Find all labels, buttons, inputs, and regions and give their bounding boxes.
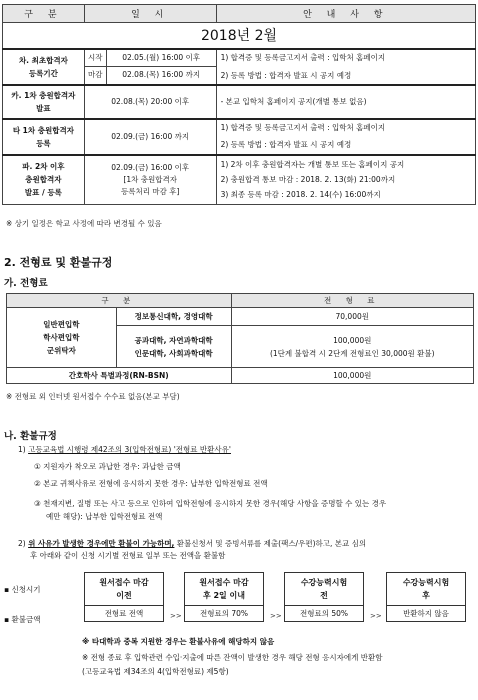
- schedule-header-category: 구 분: [3, 5, 85, 23]
- group-line: 군위탁자: [46, 346, 76, 355]
- info-line: 1) 2차 이후 충원합격자는 개별 통보 또는 홈페이지 공지: [220, 159, 405, 169]
- schedule-row-info: [216, 155, 475, 205]
- label-line: 카. 1차 충원합격자: [11, 90, 76, 100]
- step-amount: 전형료의 50%: [285, 605, 363, 621]
- fee-row-name: [116, 326, 231, 368]
- date-line: 02.09.(금) 16:00 이후: [111, 162, 190, 172]
- schedule-row-date: [84, 155, 216, 205]
- fee-note: ※ 전형료 외 인터넷 원서접수 수수료 없음(본교 부담): [6, 392, 180, 401]
- fee-row-amount: [231, 326, 474, 368]
- flow-label-amount: ▪ 환불금액: [4, 615, 41, 624]
- schedule-note: ※ 상기 일정은 학교 사정에 따라 변경될 수 있음: [6, 219, 162, 228]
- schedule-row-info: - 본교 입학처 홈페이지 공지(개별 통보 없음): [216, 85, 475, 119]
- label-line: 등록: [36, 138, 51, 148]
- fee-line: (1단계 불합격 시 2단계 전형료인 30,000원 환불): [269, 348, 435, 358]
- section-2-title: 2. 전형료 및 환불규정: [4, 256, 113, 269]
- step-line: 수강능력시험: [300, 578, 348, 587]
- step-line: 후 2일 이내: [202, 591, 246, 600]
- rule-text: 환불신청서 및 증빙서류를 제출(팩스/우편)하고, 본교 심의: [174, 539, 367, 548]
- label-line: 발표 / 등록: [24, 188, 62, 198]
- step-line: 후: [422, 591, 430, 600]
- final-note-1: ※ 타대학과 중복 지원한 경우는 환불사유에 해당하지 않음: [82, 637, 275, 646]
- schedule-header-datetime: 일 시: [84, 5, 216, 23]
- step-period: [285, 573, 363, 605]
- refund-step: [386, 572, 466, 622]
- info-line: 2) 등록 방법 : 합격자 발표 시 공지 예정: [220, 70, 352, 80]
- rule-text: 고등교육법 시행령 제42조의 3(입학전형료) '전형료 반환사유': [28, 445, 231, 454]
- refund-step: [284, 572, 364, 622]
- refund-item-3: ③ 천재지변, 질병 또는 사고 등으로 인하여 입학전형에 응시하지 못한 경우(해당 사항을 증명할 수 있는 경우: [34, 499, 387, 508]
- schedule-row-label: [3, 155, 85, 205]
- info-line: 1) 합격증 및 등록금고지서 출력 : 입학처 홈페이지: [220, 123, 386, 132]
- subsection-refund-title: 나. 환불규정: [4, 431, 57, 442]
- step-amount: 전형료의 70%: [185, 605, 263, 621]
- fee-line: 100,000원: [333, 335, 372, 345]
- label-line: 차. 최초합격자: [18, 55, 68, 65]
- info-line: 2) 충원합격 통보 마감 : 2018. 2. 13(화) 21:00까지: [220, 174, 396, 184]
- info-line: 1) 합격증 및 등록금고지서 출력 : 입학처 홈페이지: [220, 52, 386, 62]
- step-line: 전: [320, 591, 328, 600]
- name-line: 공과대학, 자연과학대학: [134, 335, 213, 345]
- fee-row-name: 정보통신대학, 경영대학: [116, 308, 231, 326]
- schedule-row-label: [3, 119, 85, 155]
- fee-header-fee: 전 형 료: [231, 294, 474, 308]
- refund-step: [184, 572, 264, 622]
- refund-item-3-cont: 예만 해당): 납부한 입학전형료 전액: [46, 512, 163, 521]
- year-heading: 2018년 2월: [3, 23, 476, 49]
- schedule-table: [2, 4, 476, 205]
- start-date: 02.05.(월) 16:00 이후: [106, 49, 216, 67]
- schedule-row-label: [3, 49, 85, 85]
- label-line: 충원합격자: [25, 175, 62, 185]
- label-line: 파. 2차 이후: [22, 162, 65, 172]
- date-line: 등록처리 마감 후]: [120, 186, 180, 196]
- start-tag: 시작: [84, 49, 106, 67]
- nursing-name: 간호학사 특별과정(RN-BSN): [7, 368, 232, 384]
- rule-emphasis: 위 사유가 발생한 경우에만 환불이 가능하며,: [28, 539, 175, 548]
- schedule-row-label: [3, 85, 85, 119]
- schedule-row-date: 02.09.(금) 16:00 까지: [84, 119, 216, 155]
- refund-rule-2-cont: 후 아래와 같이 신청 시기별 전형료 일부 또는 전액을 환불함: [30, 551, 226, 560]
- step-line: 이전: [116, 591, 132, 600]
- label-line: 발표: [36, 103, 51, 113]
- info-line: 2) 등록 방법 : 합격자 발표 시 공지 예정: [220, 140, 352, 149]
- rule-number: 1): [18, 445, 29, 454]
- schedule-row-info: [216, 49, 475, 85]
- label-line: 타 1차 충원합격자: [12, 125, 74, 135]
- arrow-icon: >>: [170, 612, 182, 620]
- arrow-icon: >>: [270, 612, 282, 620]
- group-line: 학사편입학: [43, 333, 80, 342]
- final-note-3: (고등교육법 제34조의 4(입학전형료) 제5항): [82, 667, 229, 676]
- date-line: [1차 충원합격자: [123, 174, 177, 184]
- step-amount: 반환하지 않음: [387, 605, 465, 621]
- refund-rule-1-title: [18, 444, 231, 455]
- arrow-icon: >>: [370, 612, 382, 620]
- rule-number: 2): [18, 539, 29, 548]
- end-tag: 마감: [84, 67, 106, 85]
- subsection-fee-title: 가. 전형료: [4, 278, 48, 289]
- refund-flow: [4, 572, 476, 632]
- step-line: 원서접수 마감: [199, 578, 249, 587]
- schedule-header-notice: 안 내 사 항: [216, 5, 475, 23]
- fee-group-label: [7, 308, 117, 368]
- refund-item-1: ① 지원자가 착오로 과납한 경우: 과납한 금액: [34, 462, 181, 471]
- refund-step: [84, 572, 164, 622]
- fee-table: [6, 293, 474, 384]
- schedule-row-info: [216, 119, 475, 155]
- group-line: 일반편입학: [43, 320, 80, 329]
- final-note-2: ※ 전형 종료 후 입학관련 수입·지출에 따른 잔액이 발생한 경우 해당 전형 응시자에게 반환함: [82, 653, 383, 662]
- fee-row-amount: 70,000원: [231, 308, 474, 326]
- step-period: [387, 573, 465, 605]
- schedule-row-date: 02.08.(목) 20:00 이후: [84, 85, 216, 119]
- end-date: 02.08.(목) 16:00 까지: [106, 67, 216, 85]
- flow-label-period: ▪ 신청시기: [4, 585, 41, 594]
- step-line: 수강능력시험: [402, 578, 450, 587]
- step-amount: 전형료 전액: [85, 605, 163, 621]
- info-line: 3) 최종 등록 마감 : 2018. 2. 14(수) 16:00까지: [220, 189, 381, 199]
- name-line: 인문대학, 사회과학대학: [134, 348, 213, 358]
- refund-rule-2: [18, 538, 366, 549]
- step-period: [185, 573, 263, 605]
- label-line: 등록기간: [28, 68, 58, 78]
- refund-item-2: ② 본교 귀책사유로 전형에 응시하지 못한 경우: 납부한 입학전형료 전액: [34, 479, 268, 488]
- step-line: 원서접수 마감: [99, 578, 149, 587]
- nursing-fee: 100,000원: [231, 368, 474, 384]
- step-period: [85, 573, 163, 605]
- fee-header-category: 구 분: [7, 294, 232, 308]
